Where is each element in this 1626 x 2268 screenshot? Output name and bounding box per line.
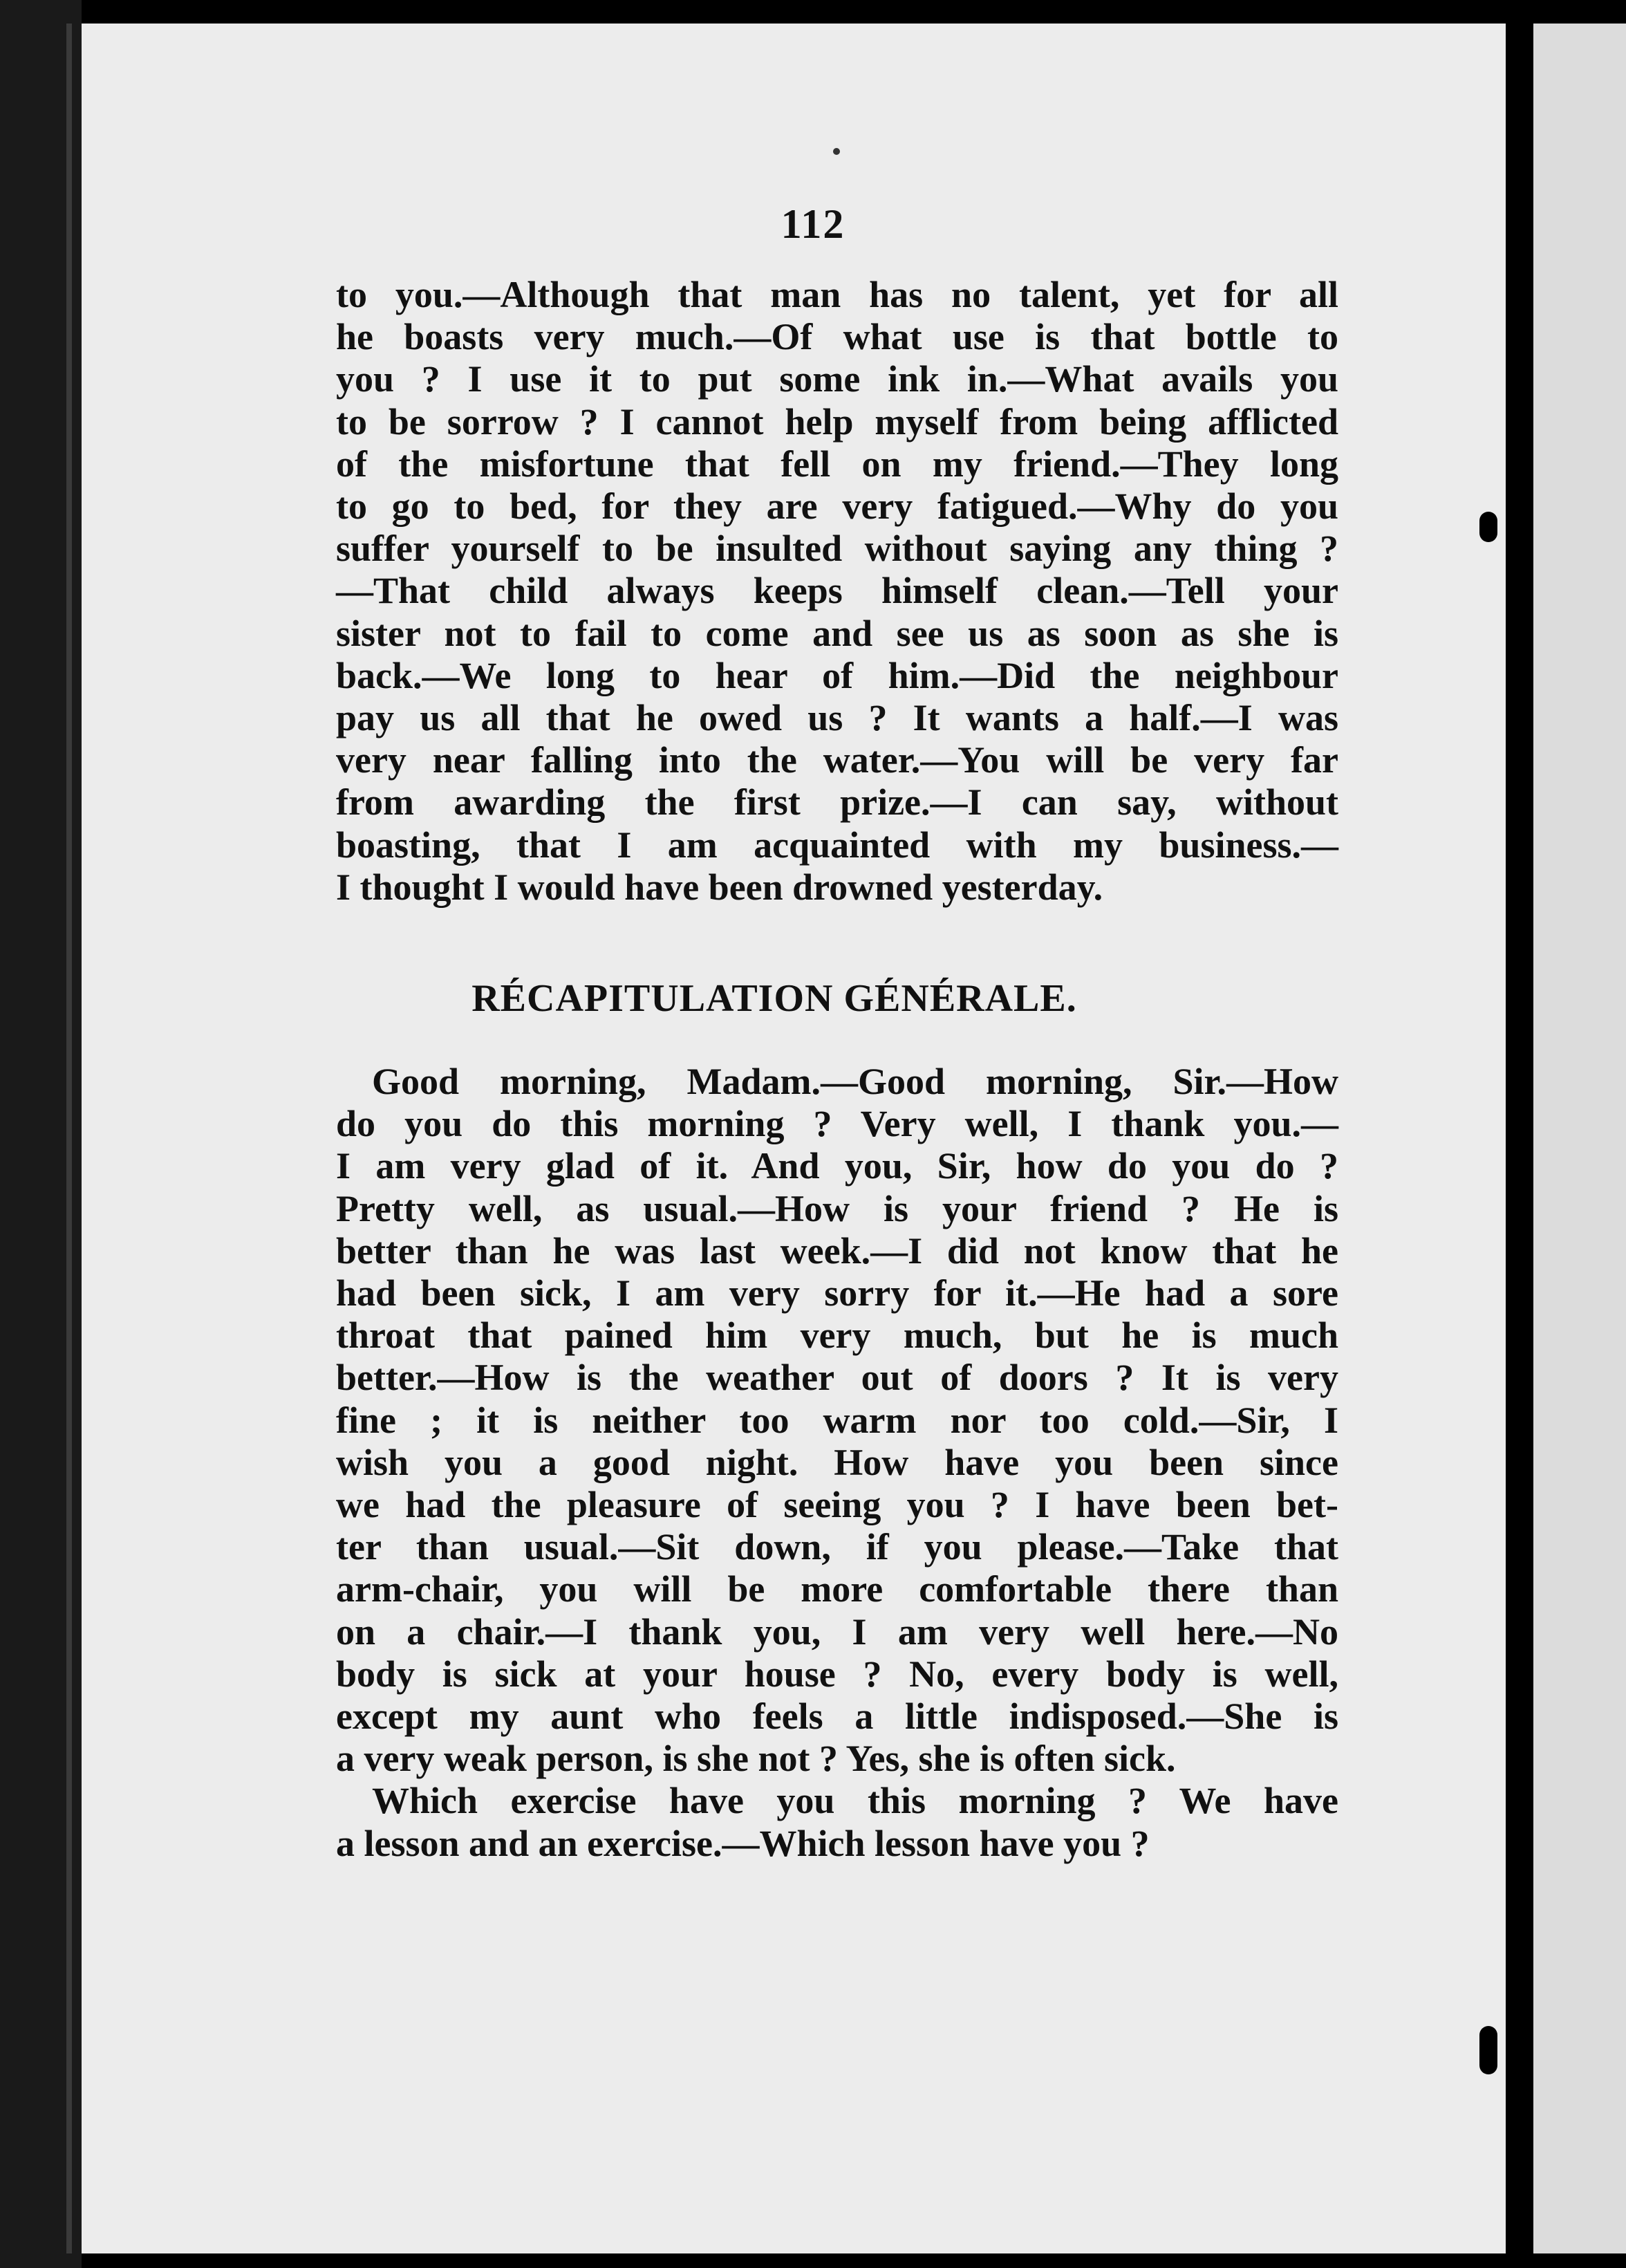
text-line: a very weak person, is she not ? Yes, she is often sick. [336,1738,1176,1780]
text-line: back.—We long to hear of him.—Did the neighbour [336,654,1338,696]
text-line: to be sorrow ? I cannot help myself from being afflicted [336,400,1338,443]
text-line: a lesson and an exercise.—Which lesson have you ? [336,1822,1150,1864]
text-line: Which exercise have you this morning ? We have [372,1780,1338,1822]
text-line: you ? I use it to put some ink in.—What avails you [336,358,1338,400]
text-line: Pretty well, as usual.—How is your friend ? He is [336,1187,1338,1229]
page-number: 112 [781,201,845,247]
text-line: of the misfortune that fell on my friend.—They long [336,443,1338,485]
text-line: do you do this morning ? Very well, I thank you.— [336,1103,1338,1145]
recapitulation-text [336,1061,1338,1865]
ink-dot [833,148,840,155]
text-line: suffer yourself to be insulted without saying any thing ? [336,528,1338,570]
text-line: except my aunt who feels a little indisposed.—She is [336,1695,1338,1738]
text-line: —That child always keeps himself clean.—Tell your [336,570,1338,612]
text-line: sister not to fail to come and see us as soon as she is [336,612,1338,654]
top-paragraph [336,274,1338,909]
text-line: pay us all that he owed us ? It wants a half.—I was [336,697,1338,739]
text-line: we had the pleasure of seeing you ? I have been bet- [336,1484,1338,1526]
text-line: fine ; it is neither too warm nor too cold.—Sir, I [336,1399,1338,1441]
text-line: he boasts very much.—Of what use is that bottle to [336,316,1338,358]
section-heading: RÉCAPITULATION GÉNÉRALE. [471,977,1077,1020]
page-fold [1506,0,1533,2268]
edge-mark-upper [1479,512,1497,542]
text-line: ter than usual.—Sit down, if you please.—Take that [336,1526,1338,1568]
text-line: very near falling into the water.—You will be very far [336,739,1338,781]
edge-mark-lower [1479,2026,1497,2074]
text-line: to you.—Although that man has no talent, yet for all [336,274,1338,315]
text-line: boasting, that I am acquainted with my business.— [336,824,1338,866]
adjacent-page-edge [1533,24,1626,2253]
text-line: Good morning, Madam.—Good morning, Sir.—How [372,1061,1338,1102]
text-line: to go to bed, for they are very fatigued.—Why do you [336,485,1338,528]
text-line: arm-chair, you will be more comfortable there than [336,1568,1338,1610]
text-line: from awarding the first prize.—I can say, without [336,781,1338,824]
text-line: on a chair.—I thank you, I am very well here.—No [336,1610,1338,1653]
text-line: I thought I would have been drowned yesterday. [336,866,1103,908]
text-line: I am very glad of it. And you, Sir, how do you do ? [336,1145,1338,1187]
text-line: throat that pained him very much, but he is much [336,1314,1338,1357]
text-line: wish you a good night. How have you been since [336,1441,1338,1483]
text-line: had been sick, I am very sorry for it.—He had a sore [336,1272,1338,1314]
text-line: better than he was last week.—I did not know that he [336,1229,1338,1272]
text-line: body is sick at your house ? No, every body is well, [336,1653,1338,1695]
text-line: better.—How is the weather out of doors ? It is very [336,1357,1338,1399]
gutter-edge [66,24,72,2253]
